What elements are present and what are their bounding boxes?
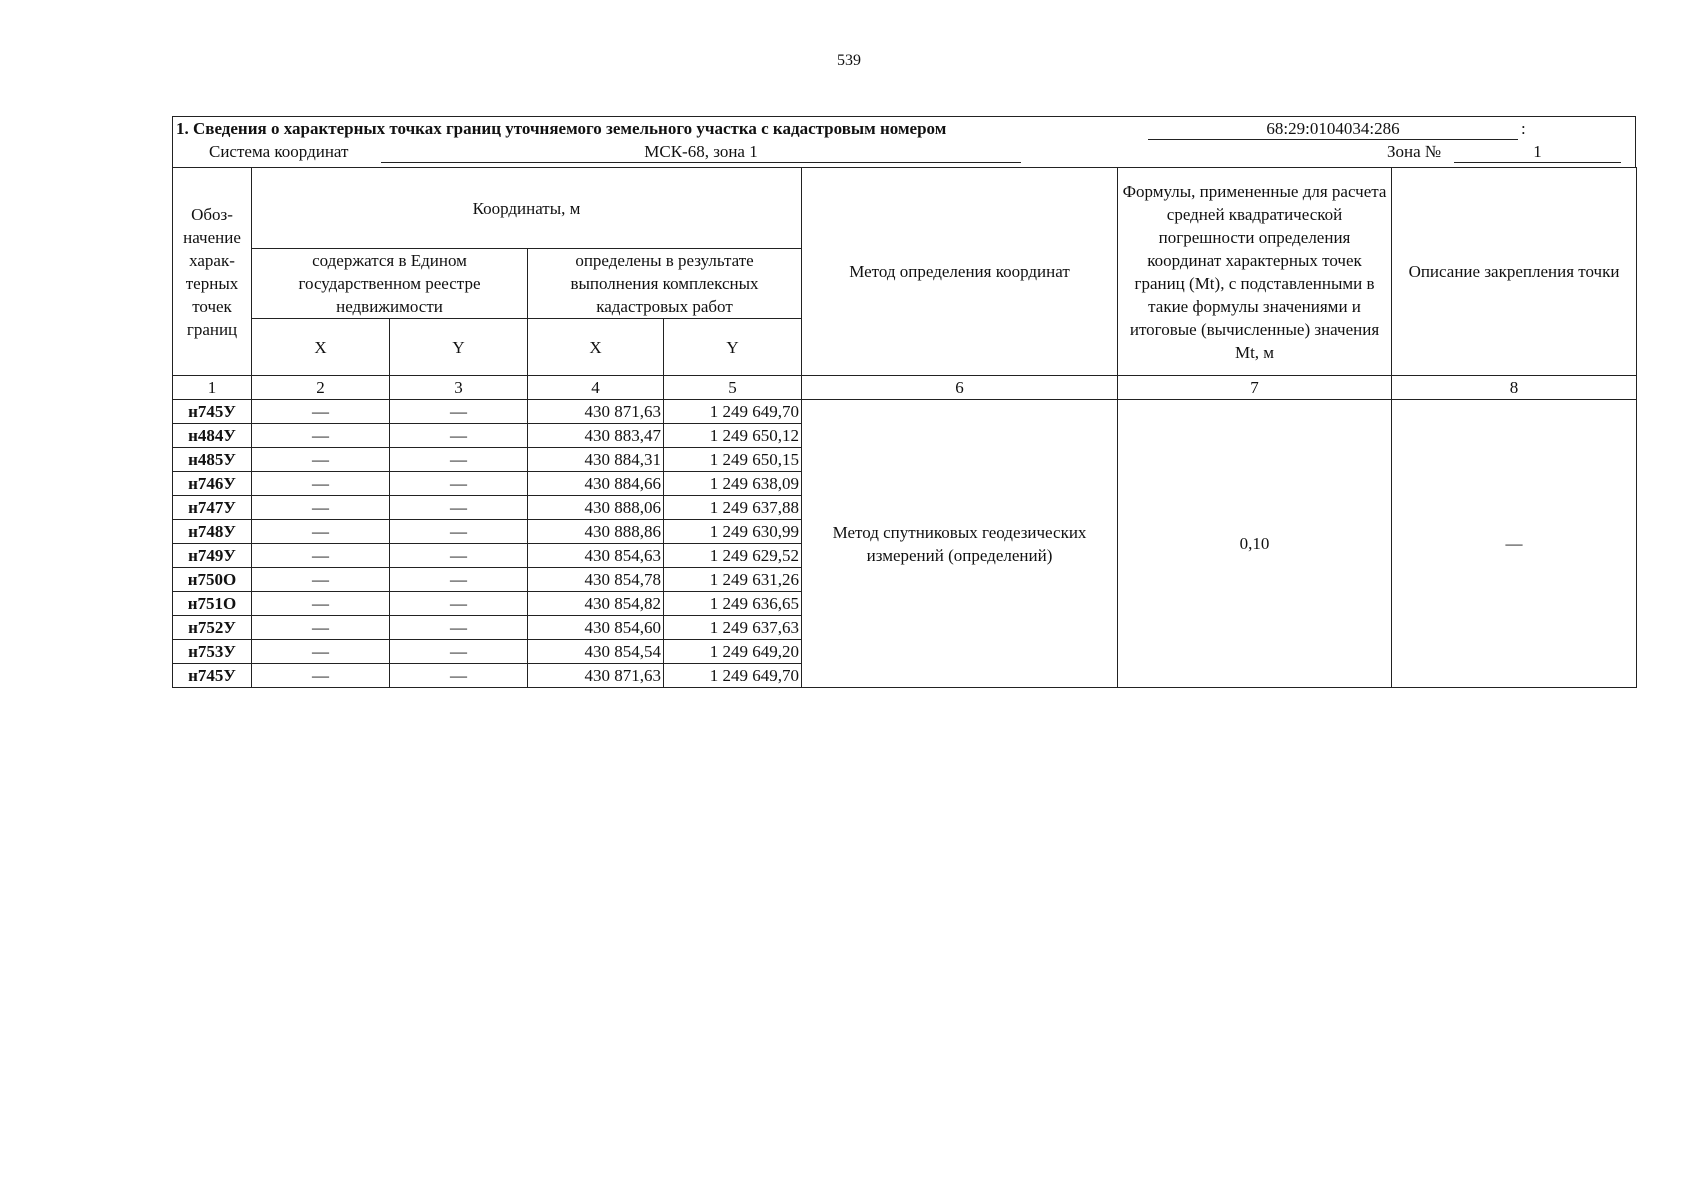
y-egrn-cell: — [390,448,528,472]
table-row [173,400,1637,424]
formula-cell: 0,10 [1118,400,1392,688]
zone-label: Зона № [1387,142,1442,161]
y-ckr-cell: 1 249 637,63 [664,616,802,640]
point-cell: н484У [173,424,252,448]
point-cell: н745У [173,400,252,424]
header-points: Обоз-начение харак-терных точек границ [173,168,252,376]
column-number: 6 [802,376,1118,400]
point-cell: н748У [173,520,252,544]
y-ckr-cell: 1 249 649,70 [664,400,802,424]
y-egrn-cell: — [390,424,528,448]
x-ckr-cell: 430 871,63 [528,664,664,688]
x-egrn-cell: — [252,400,390,424]
y-ckr-cell: 1 249 636,65 [664,592,802,616]
cadastral-suffix: : [1521,119,1526,138]
x-ckr-cell: 430 888,86 [528,520,664,544]
header-egrn: содержатся в Едином государственном реестре недвижимости [252,249,528,319]
x-ckr-cell: 430 854,78 [528,568,664,592]
boundary-points-table [172,167,1637,688]
x-egrn-cell: — [252,472,390,496]
y-ckr-cell: 1 249 650,12 [664,424,802,448]
y-egrn-cell: — [390,400,528,424]
x-ckr-cell: 430 854,60 [528,616,664,640]
header-ckr: определены в результате выполнения комплексных кадастровых работ [528,249,802,319]
y-ckr-cell: 1 249 649,20 [664,640,802,664]
y-ckr-cell: 1 249 650,15 [664,448,802,472]
x-ckr-cell: 430 883,47 [528,424,664,448]
x-ckr-cell: 430 884,66 [528,472,664,496]
point-cell: н751О [173,592,252,616]
cadastral-number: 68:29:0104034:286 [1148,119,1518,140]
column-number: 4 [528,376,664,400]
x-egrn-cell: — [252,664,390,688]
column-number: 5 [664,376,802,400]
point-cell: н752У [173,616,252,640]
header-y-egrn: Y [390,319,528,376]
y-egrn-cell: — [390,544,528,568]
x-egrn-cell: — [252,520,390,544]
x-ckr-cell: 430 854,54 [528,640,664,664]
description-cell: — [1392,400,1637,688]
point-cell: н749У [173,544,252,568]
coord-system-value: МСК-68, зона 1 [381,142,1021,163]
header-coordinates: Координаты, м [252,168,802,249]
y-ckr-cell: 1 249 649,70 [664,664,802,688]
x-egrn-cell: — [252,448,390,472]
section-title: 1. Сведения о характерных точках границ уточняемого земельного участка с кадастровым номером [176,119,947,138]
point-cell: н485У [173,448,252,472]
page-number: 539 [837,52,861,69]
header-description: Описание закрепления точки [1392,168,1637,376]
zone-value: 1 [1454,142,1621,163]
x-ckr-cell: 430 888,06 [528,496,664,520]
column-numbers-row [173,376,1637,400]
column-number: 2 [252,376,390,400]
boundary-points-section [172,116,1636,688]
header-x-ckr: X [528,319,664,376]
point-cell: н753У [173,640,252,664]
point-cell: н746У [173,472,252,496]
point-cell: н750О [173,568,252,592]
section-header [172,116,1636,167]
x-egrn-cell: — [252,496,390,520]
point-cell: н745У [173,664,252,688]
y-egrn-cell: — [390,592,528,616]
y-egrn-cell: — [390,664,528,688]
x-egrn-cell: — [252,568,390,592]
coord-system-label: Система координат [209,142,349,161]
x-ckr-cell: 430 871,63 [528,400,664,424]
x-ckr-cell: 430 854,82 [528,592,664,616]
y-ckr-cell: 1 249 638,09 [664,472,802,496]
x-ckr-cell: 430 854,63 [528,544,664,568]
x-egrn-cell: — [252,424,390,448]
y-ckr-cell: 1 249 629,52 [664,544,802,568]
y-egrn-cell: — [390,568,528,592]
point-cell: н747У [173,496,252,520]
y-ckr-cell: 1 249 631,26 [664,568,802,592]
x-ckr-cell: 430 884,31 [528,448,664,472]
y-egrn-cell: — [390,616,528,640]
method-cell: Метод спутниковых геодезических измерений (определений) [802,400,1118,688]
header-formula: Формулы, примененные для расчета средней квадратической погрешности определения координат характерных точек границ (Mt), с подставленными в такие формулы значениями и итоговые (вычисленные) значения Mt, м [1118,168,1392,376]
table-body [173,376,1637,688]
header-y-ckr: Y [664,319,802,376]
header-method: Метод определения координат [802,168,1118,376]
x-egrn-cell: — [252,640,390,664]
y-ckr-cell: 1 249 630,99 [664,520,802,544]
y-egrn-cell: — [390,496,528,520]
y-ckr-cell: 1 249 637,88 [664,496,802,520]
header-x-egrn: X [252,319,390,376]
x-egrn-cell: — [252,544,390,568]
y-egrn-cell: — [390,640,528,664]
x-egrn-cell: — [252,616,390,640]
y-egrn-cell: — [390,520,528,544]
column-number: 3 [390,376,528,400]
column-number: 8 [1392,376,1637,400]
y-egrn-cell: — [390,472,528,496]
column-number: 7 [1118,376,1392,400]
column-number: 1 [173,376,252,400]
x-egrn-cell: — [252,592,390,616]
